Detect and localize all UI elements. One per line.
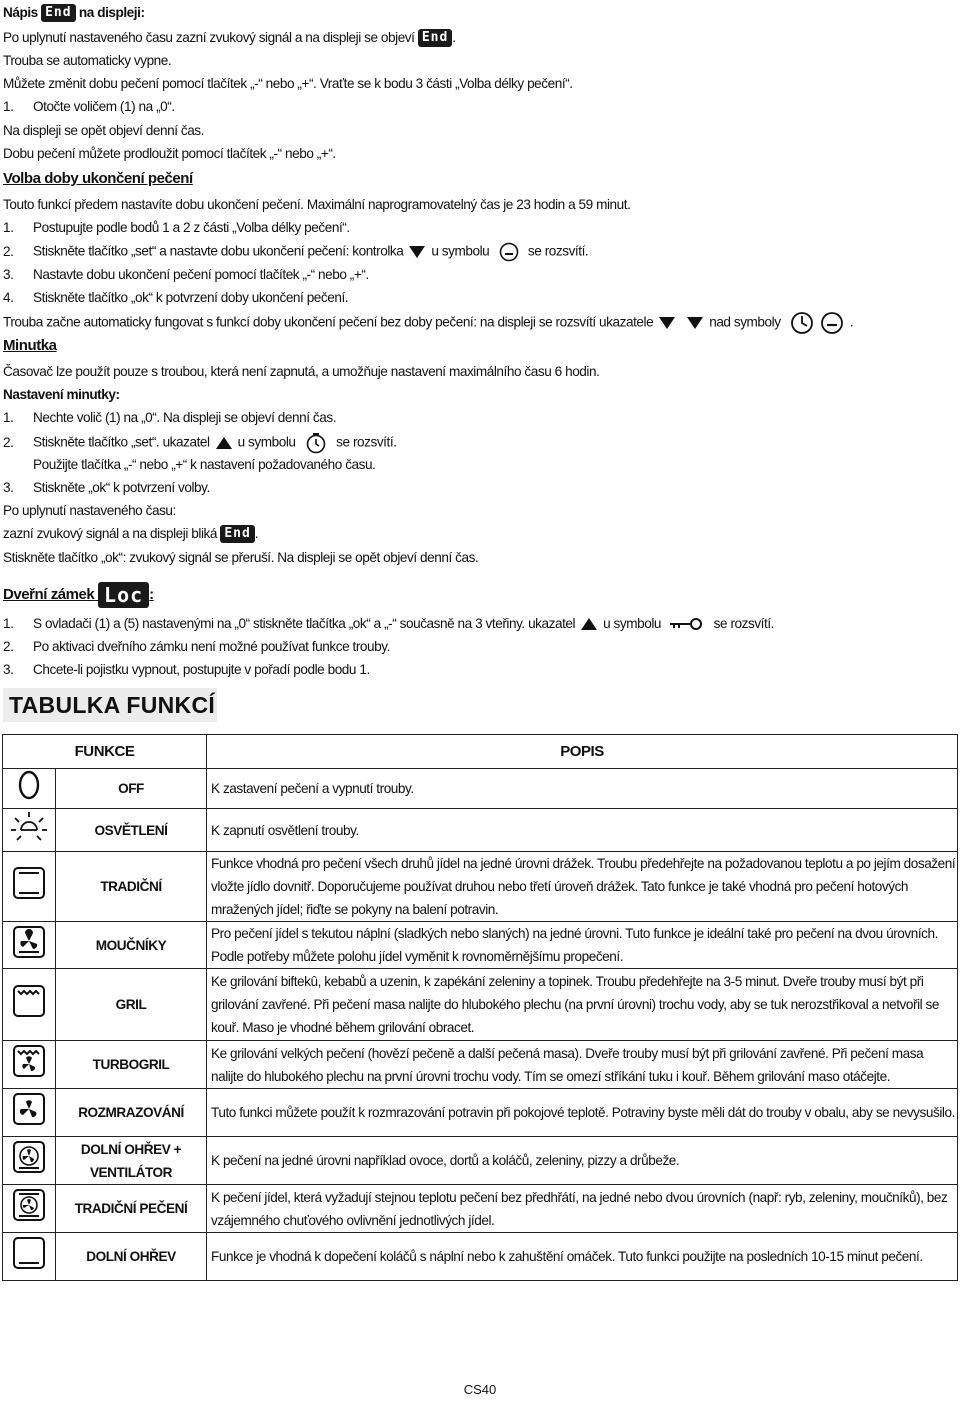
function-desc: Funkce je vhodná k dopečení koláčů s náplní nebo k zahuštění omáček. Tuto funkci použijte na posledních 10-15 minut pečení. [207,1233,958,1281]
function-desc: Tuto funkci můžete použít k rozmrazování potravin při pokojové teplotě. Potraviny byste měli dát do trouby v obalu, aby se nevysušilo. [207,1089,958,1137]
table-row [3,1137,958,1185]
text-line: zazní zvukový signál a na displeji bliká End . [3,526,259,542]
end-display-icon: End [220,525,254,543]
icon-cell [3,769,56,809]
icon-cell [3,922,56,969]
table-row [3,809,958,852]
subheading: Nastavení minutky: [3,387,120,402]
indicator-up-icon [216,437,232,449]
function-desc: K zapnutí osvětlení trouby. [207,809,958,852]
header-funkce: FUNKCE [3,735,207,769]
bottom-heat-icon [11,1235,47,1271]
duration-icon [790,312,814,334]
text-line: Touto funkcí předem nastavíte dobu ukončení pečení. Maximální naprogramovatelný čas je 23 hodin a 59 minut. [3,197,631,212]
end-display-heading: Nápis End na displeji: [3,5,145,21]
end-display-icon: End [418,29,452,47]
indicator-down-icon [659,317,675,329]
function-name: OSVĚTLENÍ [56,809,207,852]
text-line: Trouba začne automaticky fungovat s funkcí doby ukončení pečení bez doby pečení: na displeji se rozsvítí ukazatele nad symboly . [3,312,853,334]
section-heading: Volba doby ukončení pečení [3,170,193,187]
table-row [3,969,958,1041]
table-row [3,1089,958,1137]
function-name: MOUČNÍKY [56,922,207,969]
end-display-icon: End [41,4,75,22]
bottom-fan-icon [11,1139,47,1175]
step-line: 3. Stiskněte „ok“ k potvrzení volby. [3,480,210,495]
step-line: 2. Stiskněte tlačítko „set“ a nastavte dobu ukončení pečení: kontrolka u symbolu se rozsvítí. [3,242,588,262]
step-line: 1. Otočte voličem (1) na „0“. [3,99,175,114]
table-row [3,1233,958,1281]
turbo-grill-icon [11,1043,47,1079]
step-line: 2. Po aktivaci dveřního zámku není možné používat funkce trouby. [3,639,390,654]
function-name: ROZMRAZOVÁNÍ [56,1089,207,1137]
timer-bell-icon [305,432,327,454]
table-header-row [3,735,958,769]
function-desc: K pečení jídel, která vyžadují stejnou teplotu pečení bez předhřátí, na jedné nebo dvou úrovních (např: ryb, zeleniny, moučníků), bez vzájemného chuťového ovlivnění jednotlivých jídel. [207,1185,958,1233]
grill-icon [11,983,47,1019]
step-line: 3. Chcete-li pojistku vypnout, postupujte v pořadí podle bodu 1. [3,662,370,677]
function-name: TURBOGRIL [56,1041,207,1089]
function-desc: K zastavení pečení a vypnutí trouby. [207,769,958,809]
function-name: DOLNÍ OHŘEV + VENTILÁTOR [56,1137,207,1185]
text-line: Můžete změnit dobu pečení pomocí tlačítek „-“ nebo „+“. Vraťte se k bodu 3 části „Volba délky pečení“. [3,76,573,91]
function-name: OFF [56,769,207,809]
text-line: Časovač lze použít pouze s troubou, která není zapnutá, a umožňuje nastavení maximálního času 6 hodin. [3,364,600,379]
defrost-icon [11,1091,47,1127]
page-number: CS40 [463,1382,497,1397]
icon-cell [3,1185,56,1233]
step-line: 3. Nastavte dobu ukončení pečení pomocí tlačítek „-“ nebo „+“. [3,267,369,282]
text-line: Dobu pečení můžete prodloužit pomocí tlačítek „-“ nebo „+“. [3,146,336,161]
indicator-down-icon [409,246,425,258]
icon-cell [3,969,56,1041]
pastry-fan-icon [11,924,47,960]
icon-cell [3,1233,56,1281]
functions-table [2,734,958,1281]
step-line: 1. Nechte volič (1) na „0“. Na displeji se objeví denní čas. [3,410,337,425]
key-icon [670,618,704,630]
function-desc: Funkce vhodná pro pečení všech druhů jídel na jedné úrovni drážek. Troubu předehřejte na požadovanou teplotu a po jejím dosažení vložte jídlo dovnitř. Doporučujeme používat druhou nebo třetí úroveň drážek. Tato funkce je také vhodná pro pečení hotových mražených jídel; řiďte se pokyny na balení potravin. [207,852,958,922]
icon-cell [3,1137,56,1185]
section-heading: Minutka [3,337,57,354]
text-line: Trouba se automaticky vypne. [3,53,172,68]
indicator-down-icon [687,317,703,329]
text-line: Po uplynutí nastaveného času zazní zvukový signál a na displeji se objeví End . [3,30,456,46]
icon-cell [3,1041,56,1089]
light-bulb-icon [9,810,49,844]
text-line: Na displeji se opět objeví denní čas. [3,123,204,138]
icon-cell [3,1089,56,1137]
text-line: Stiskněte tlačítko „ok“: zvukový signál se přeruší. Na displeji se opět objeví denní čas. [3,550,479,565]
section-heading: Dveřní zámek Loc : [3,583,154,607]
table-row [3,852,958,922]
step-line: 1. S ovladači (1) a (5) nastavenými na „0“ stiskněte tlačítka „ok“ a „-“ současně na 3 vteřiny. ukazatel u symbolu se rozsvítí. [3,616,774,631]
indicator-up-icon [581,618,597,630]
function-desc: K pečení na jedné úrovni například ovoce, dortů a koláčů, zeleniny, pizzy a drůbeže. [207,1137,958,1185]
table-row [3,769,958,809]
function-desc: Ke grilování velkých pečení (hovězí pečeně a další pečená masa). Dveře trouby musí být při grilování zavřené. Při pečení masa nalijte do hlubokého plechu na první úrovni trochu vody. Tím se omezí stříkání tuku i kouř. Během grilování maso otáčejte. [207,1041,958,1089]
function-name: TRADIČNÍ [56,852,207,922]
traditional-fan-icon [11,1187,47,1223]
end-time-icon [499,242,519,262]
text-line: Použijte tlačítka „-“ nebo „+“ k nastavení požadovaného času. [33,457,376,472]
table-row [3,1041,958,1089]
icon-cell [3,809,56,852]
traditional-icon [11,865,47,901]
table-row [3,922,958,969]
step-line: 4. Stiskněte tlačítko „ok“ k potvrzení doby ukončení pečení. [3,290,349,305]
table-row [3,1185,958,1233]
function-desc: Pro pečení jídel s tekutou náplní (sladkých nebo slaných) na jedné úrovni. Tuto funkce je ideální také pro pečení na dvou úrovních. Podle potřeby můžete polohu jídel vyměnit k rovnoměrnějšímu propečení. [207,922,958,969]
icon-cell [3,852,56,922]
function-name: GRIL [56,969,207,1041]
loc-display-icon: Loc [98,582,149,608]
function-name: DOLNÍ OHŘEV [56,1233,207,1281]
function-desc: Ke grilování biftekû, kebabů a uzenin, k zapékání zeleniny a topinek. Troubu předehřejte na 3-5 minut. Dveře trouby musí být při grilování zavřené. Při pečení masa nalijte do hlubokého plechu (na první úrovni) trochu vody, aby se tuk nerozstřikoval a netvořil se kouř. Maso je vhodné během grilování obracet. [207,969,958,1041]
step-line: 1. Postupujte podle bodů 1 a 2 z části „Volba délky pečení“. [3,220,350,235]
step-line: 2. Stiskněte tlačítko „set“. ukazatel u symbolu se rozsvítí. [3,432,397,454]
function-name: TRADIČNÍ PEČENÍ [56,1185,207,1233]
header-popis: POPIS [207,735,958,769]
end-time-icon [820,312,844,334]
zero-icon [14,769,44,801]
table-title: TABULKA FUNKCÍ [3,688,217,722]
text-line: Po uplynutí nastaveného času: [3,503,176,518]
